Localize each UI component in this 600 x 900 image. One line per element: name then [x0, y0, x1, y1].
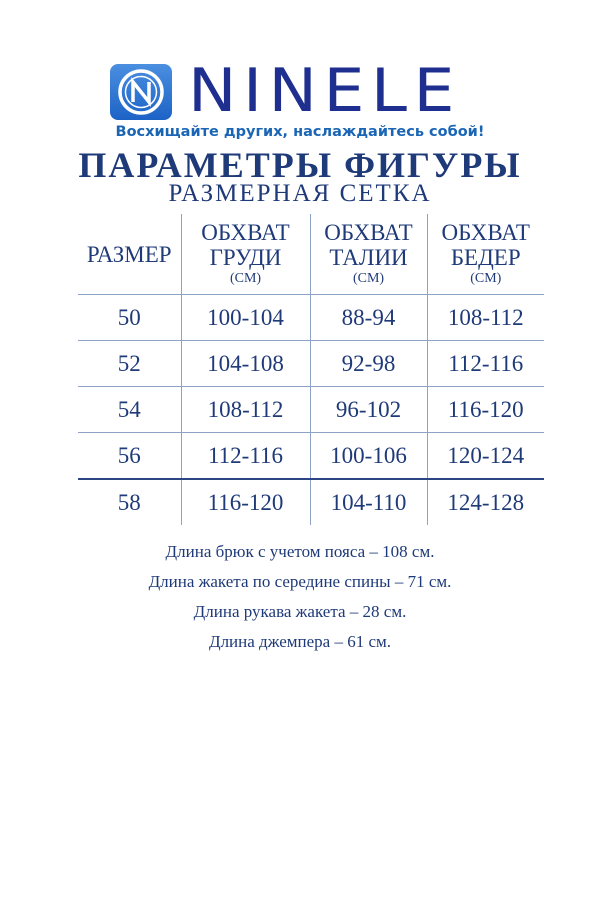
cell-waist: 104-110 — [310, 479, 427, 525]
cell-hips: 120-124 — [427, 433, 544, 480]
cell-chest: 112-116 — [181, 433, 310, 480]
table-row — [78, 341, 544, 387]
cell-size: 58 — [78, 479, 181, 525]
page-subtitle: РАЗМЕРНАЯ СЕТКА — [168, 180, 432, 207]
brand-slogan: Восхищайте других, наслаждайтесь собой! — [115, 124, 485, 140]
cell-size: 50 — [78, 295, 181, 341]
header-waist-unit: (СМ) — [352, 271, 385, 286]
header-hips — [427, 214, 544, 295]
header-chest — [181, 214, 310, 295]
header-chest-unit: (СМ) — [229, 271, 262, 286]
cell-waist: 100-106 — [310, 433, 427, 480]
header-chest-line1: ОБХВАТ — [201, 220, 290, 245]
table-row — [78, 433, 544, 480]
header-chest-line2: ГРУДИ — [209, 245, 282, 270]
cell-chest: 104-108 — [181, 341, 310, 387]
note-jacket-sleeve-length: Длина рукава жакета – 28 см. — [193, 602, 407, 621]
brand-header — [110, 56, 510, 126]
note-jacket-back-length: Длина жакета по середине спины – 71 см. — [148, 572, 452, 591]
table-row — [78, 295, 544, 341]
cell-hips: 116-120 — [427, 387, 544, 433]
header-size-label: РАЗМЕР — [86, 241, 172, 267]
header-size — [78, 214, 181, 295]
size-chart-table — [78, 214, 544, 525]
page-title: ПАРАМЕТРЫ ФИГУРЫ — [78, 145, 522, 185]
note-jumper-length: Длина джемпера – 61 см. — [208, 632, 392, 651]
cell-hips: 108-112 — [427, 295, 544, 341]
header-hips-line2: БЕДЕР — [450, 245, 521, 270]
note-trousers-length: Длина брюк с учетом пояса – 108 см. — [165, 542, 435, 561]
cell-size: 56 — [78, 433, 181, 480]
header-hips-line1: ОБХВАТ — [441, 220, 530, 245]
header-hips-unit: (СМ) — [470, 271, 502, 286]
n-circle-logo-icon — [110, 64, 172, 120]
cell-size: 52 — [78, 341, 181, 387]
cell-hips: 112-116 — [427, 341, 544, 387]
cell-size: 54 — [78, 387, 181, 433]
table-row — [78, 479, 544, 525]
header-waist — [310, 214, 427, 295]
brand-name: NINELE — [188, 56, 461, 126]
header-waist-line2: ТАЛИИ — [329, 245, 408, 270]
cell-waist: 92-98 — [310, 341, 427, 387]
table-row — [78, 387, 544, 433]
cell-waist: 88-94 — [310, 295, 427, 341]
cell-chest: 100-104 — [181, 295, 310, 341]
cell-hips: 124-128 — [427, 479, 544, 525]
measurement-notes — [0, 537, 600, 657]
cell-waist: 96-102 — [310, 387, 427, 433]
table-header-row — [78, 214, 544, 295]
header-waist-line1: ОБХВАТ — [324, 220, 413, 245]
cell-chest: 116-120 — [181, 479, 310, 525]
cell-chest: 108-112 — [181, 387, 310, 433]
